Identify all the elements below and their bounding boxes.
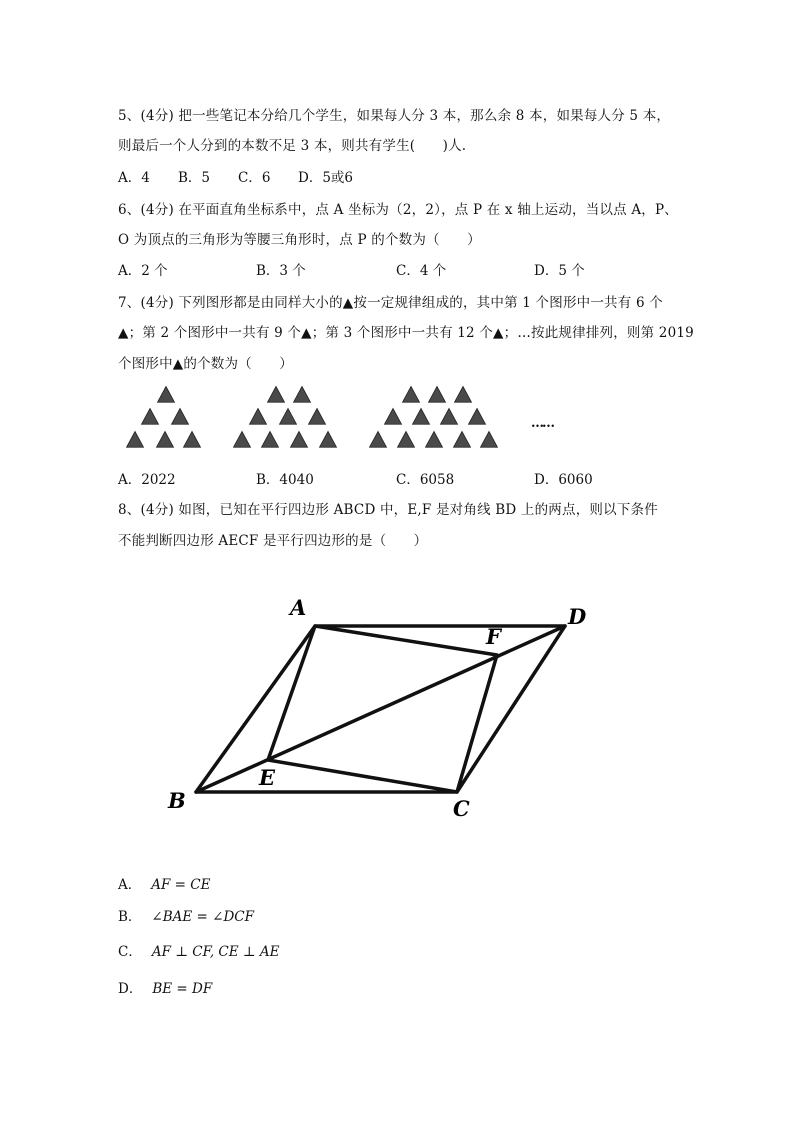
q5-line-1: 5、(4分) 把一些笔记本分给几个学生，如果每人分 3 本，那么余 8 本，如果每人分 5 本，: [118, 108, 671, 124]
q7-line-2: ▲；第 2 个图形中一共有 9 个▲；第 3 个图形中一共有 12 个▲；…按此规律排列，则第 2019: [118, 325, 694, 341]
triangle-mark: [157, 432, 174, 448]
q8-choice-d-math: BE = DF: [152, 981, 213, 997]
triangle-mark: [385, 409, 402, 425]
q5-option-c: C．6: [238, 170, 271, 186]
q8-choice-c-letter: C．: [118, 944, 142, 960]
label-e: E: [259, 765, 276, 790]
triangle-mark: [172, 409, 189, 425]
q8-choice-d-letter: D．: [118, 981, 143, 997]
q6-option-d: D．5 个: [534, 263, 585, 279]
triangle-mark: [309, 409, 326, 425]
q5-option-d: D．5或6: [298, 170, 354, 186]
label-a: A: [290, 595, 307, 620]
triangle-mark: [441, 409, 458, 425]
triangle-mark: [426, 432, 443, 448]
q7-option-c: C．6058: [396, 472, 455, 488]
q8-choice-c-math: AF ⊥ CF, CE ⊥ AE: [151, 944, 280, 960]
label-b: B: [168, 788, 186, 813]
q7-line-1: 7、(4分) 下列图形都是由同样大小的▲按一定规律组成的，其中第 1 个图形中一共有 6 个: [118, 295, 663, 311]
q8-choice-c: [118, 940, 279, 960]
triangle-mark: [398, 432, 415, 448]
q5-line-2: 则最后一个人分到的本数不足 3 本，则共有学生( )人.: [118, 138, 467, 154]
parallelogram-figure: [196, 626, 565, 792]
q7-ellipsis: ……: [531, 416, 553, 431]
triangle-mark: [403, 387, 420, 403]
q8-choice-a-math: AF = CE: [151, 877, 211, 893]
triangle-mark: [291, 432, 308, 448]
q8-choice-a-letter: A．: [118, 877, 142, 893]
triangle-mark: [250, 409, 267, 425]
triangle-mark: [142, 409, 159, 425]
triangle-mark: [234, 432, 251, 448]
label-d: D: [568, 604, 587, 629]
q7-option-b: B．4040: [256, 472, 314, 488]
q8-line-2: 不能判断四边形 AECF 是平行四边形的是（ ）: [118, 533, 428, 549]
triangle-mark: [413, 409, 430, 425]
q8-choice-d: [118, 977, 212, 997]
q8-line-1: 8、(4分) 如图，已知在平行四边形 ABCD 中，E,F 是对角线 BD 上的两点，则以下条件: [118, 502, 658, 518]
q6-option-c: C．4 个: [396, 263, 447, 279]
triangle-mark: [429, 387, 446, 403]
q7-option-d: D．6060: [534, 472, 593, 488]
triangle-mark: [184, 432, 201, 448]
triangle-mark: [268, 387, 285, 403]
label-c: C: [453, 796, 470, 821]
triangle-mark: [454, 432, 471, 448]
q8-choice-b-letter: B．: [118, 909, 142, 925]
q7-option-a: A．2022: [118, 472, 176, 488]
q8-choice-b-math: ∠BAE = ∠DCF: [151, 909, 254, 925]
q6-line-2: O 为顶点的三角形为等腰三角形时，点 P 的个数为（ ）: [118, 232, 481, 248]
q6-line-1: 6、(4分) 在平面直角坐标系中，点 A 坐标为（2，2），点 P 在 x 轴上运动，当以点 A，P、: [118, 202, 678, 218]
triangle-mark: [262, 432, 279, 448]
label-f: F: [486, 624, 501, 649]
q5-option-a: A．4: [118, 170, 150, 186]
q6-option-a: A．2 个: [118, 263, 168, 279]
triangle-mark: [455, 387, 472, 403]
triangle-mark: [127, 432, 144, 448]
q8-choice-b: [118, 905, 254, 925]
triangle-mark: [469, 409, 486, 425]
triangle-pattern-figures: [127, 387, 498, 448]
triangle-mark: [370, 432, 387, 448]
q7-line-3: 个图形中▲的个数为（ ）: [118, 356, 293, 372]
triangle-mark: [320, 432, 337, 448]
q8-choice-a: [118, 873, 210, 893]
triangle-mark: [294, 387, 311, 403]
triangle-mark: [158, 387, 175, 403]
triangle-mark: [481, 432, 498, 448]
q5-option-b: B．5: [178, 170, 211, 186]
triangle-mark: [280, 409, 297, 425]
q6-option-b: B．3 个: [256, 263, 306, 279]
